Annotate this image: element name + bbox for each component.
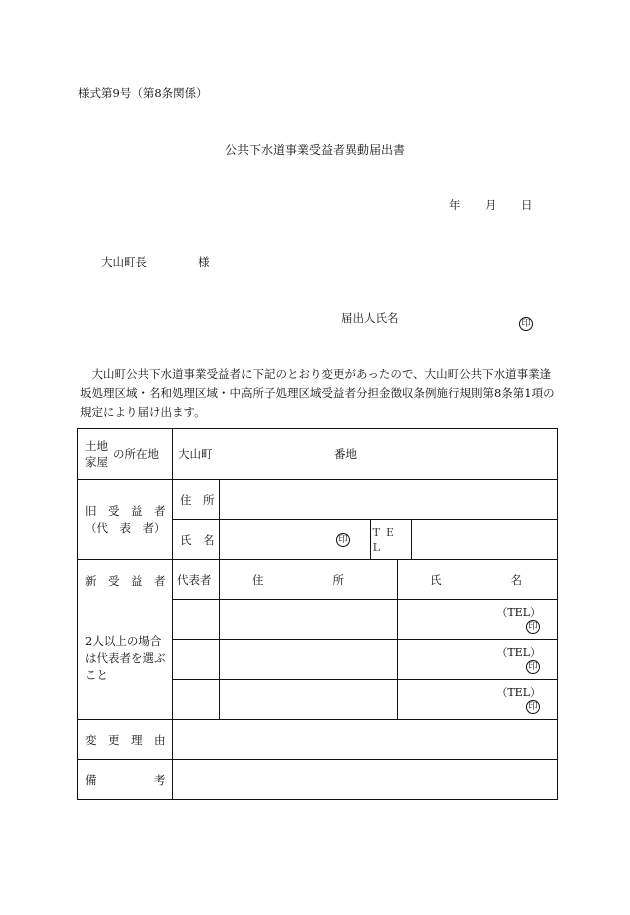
body-paragraph: 大山町公共下水道事業受益者に下記のとおり変更があったので、大山町公共下水道事業逢坂処理区域・名和処理区域・中高所子処理区域受益者分担金徴収条例施行規則第8条第1項の規定により届け出ます。 (80, 367, 555, 419)
location-label-suffix: の所在地 (113, 447, 159, 461)
new-name-field-1[interactable] (398, 600, 558, 640)
date-month-label: 月 (485, 198, 497, 212)
new-tel-label-1: （TEL） (496, 606, 542, 619)
location-label-land: 土地 (85, 439, 108, 453)
old-name-field[interactable] (220, 520, 371, 559)
old-representative-label: （代 表 者） (85, 520, 166, 535)
new-address-field-3[interactable] (220, 680, 398, 720)
new-address-field-2[interactable] (220, 640, 398, 680)
reason-row (78, 720, 558, 760)
new-rep-checkbox-3[interactable] (173, 680, 220, 720)
old-beneficiary-label: 旧 受 益 者 (85, 503, 166, 518)
old-address-label: 住 所 (173, 480, 220, 520)
location-town: 大山町 (178, 447, 213, 461)
date-year-label: 年 (449, 198, 461, 212)
document-title: 公共下水道事業受益者異動届出書 (224, 143, 405, 157)
new-name-field-2[interactable] (398, 640, 558, 680)
remarks-row (78, 760, 558, 800)
location-row (78, 429, 558, 480)
old-name-label: 氏 名 (173, 520, 220, 560)
new-beneficiary-label: 新 受 益 者 (85, 574, 166, 588)
addressee-honorific: 様 (198, 255, 210, 269)
remarks-label: 備 考 (78, 760, 173, 800)
old-tel-label: ＴＥＬ (371, 520, 412, 559)
reason-field[interactable] (173, 720, 558, 760)
new-tel-label-3: （TEL） (496, 686, 542, 699)
old-seal-icon: 印 (336, 533, 350, 547)
location-label-building: 家屋 (85, 455, 108, 469)
old-name-tel-cell (220, 520, 558, 560)
reason-label: 変 更 理 由 (78, 720, 173, 760)
new-tel-label-2: （TEL） (496, 646, 542, 659)
old-beneficiary-label-cell (78, 480, 173, 560)
location-value-cell[interactable] (173, 429, 558, 480)
new-header-row (78, 560, 558, 600)
remarks-field[interactable] (173, 760, 558, 800)
addressee-name: 大山町長 (101, 255, 147, 269)
date-day-label: 日 (521, 198, 533, 212)
new-name-field-3[interactable] (398, 680, 558, 720)
old-address-row (78, 480, 558, 520)
new-address-field-1[interactable] (220, 600, 398, 640)
location-banchi: 番地 (334, 447, 357, 461)
old-address-field[interactable] (220, 480, 558, 520)
new-rep-checkbox-1[interactable] (173, 600, 220, 640)
new-beneficiary-note: 2人以上の場合は代表者を選ぶこと (85, 634, 166, 682)
form-table (77, 428, 558, 800)
old-tel-field[interactable] (412, 520, 557, 559)
new-rep-label: 代表者 (173, 560, 220, 600)
new-seal-icon-3: 印 (526, 700, 540, 714)
location-label-cell (78, 429, 173, 480)
new-seal-icon-2: 印 (526, 660, 540, 674)
new-rep-checkbox-2[interactable] (173, 640, 220, 680)
new-col-name: 氏 名 (398, 560, 558, 600)
applicant-seal-icon: 印 (519, 311, 533, 331)
applicant-label: 届出人氏名 (341, 311, 399, 325)
new-seal-icon-1: 印 (526, 620, 540, 634)
form-number: 様式第9号（第8条関係） (78, 86, 208, 100)
new-beneficiary-label-cell (78, 560, 173, 720)
new-col-address: 住 所 (220, 560, 398, 600)
